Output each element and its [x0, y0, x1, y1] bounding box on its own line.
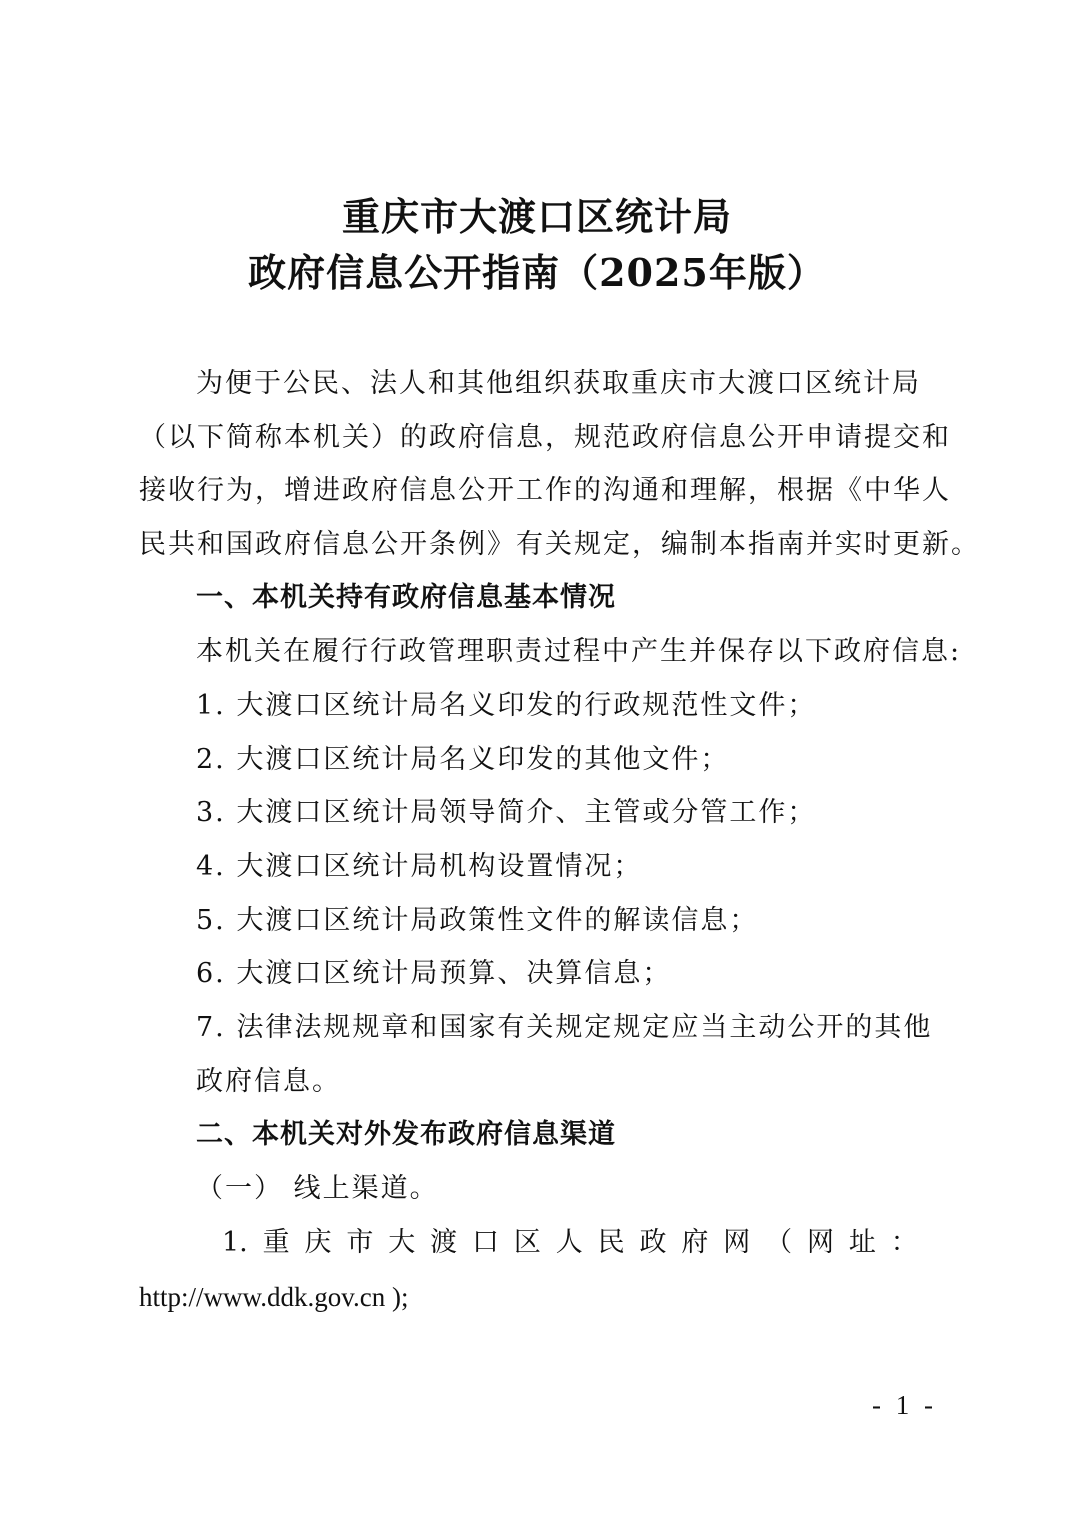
justified-char: 网: [723, 1227, 751, 1258]
justified-char: 渡: [430, 1227, 458, 1258]
intro-paragraph-line: （以下简称本机关）的政府信息，规范政府信息公开申请提交和: [139, 422, 951, 453]
justified-char: 口: [472, 1227, 500, 1258]
list-item: 3. 大渡口区统计局领导简介、主管或分管工作；: [196, 797, 817, 828]
section2-item1-line: [222, 1229, 918, 1256]
section1-lead: 本机关在履行行政管理职责过程中产生并保存以下政府信息:: [196, 636, 962, 667]
justified-char: 重: [262, 1227, 290, 1258]
justified-char: 址: [848, 1227, 876, 1258]
section2-heading: 二、本机关对外发布政府信息渠道: [196, 1119, 616, 1150]
justified-char: 区: [513, 1227, 541, 1258]
justified-char: 庆: [304, 1227, 332, 1258]
document-title-line2: 政府信息公开指南（2025年版）: [248, 250, 826, 295]
justified-char: 民: [597, 1227, 625, 1258]
justified-char: 府: [681, 1227, 709, 1258]
justified-char: 大: [388, 1227, 416, 1258]
list-item: 6. 大渡口区统计局预算、决算信息；: [196, 958, 672, 989]
list-item: 1. 大渡口区统计局名义印发的行政规范性文件；: [196, 690, 817, 721]
justified-char: 市: [346, 1227, 374, 1258]
justified-char: 1.: [222, 1227, 248, 1258]
list-item-continuation: 政府信息。: [196, 1066, 341, 1097]
list-item: 2. 大渡口区统计局名义印发的其他文件；: [196, 744, 730, 775]
intro-paragraph-line: 接收行为，增进政府信息公开工作的沟通和理解，根据《中华人: [139, 475, 951, 506]
justified-char: 网: [807, 1227, 835, 1258]
list-item: 5. 大渡口区统计局政策性文件的解读信息；: [196, 905, 759, 936]
intro-paragraph-line: 民共和国政府信息公开条例》有关规定，编制本指南并实时更新。: [139, 529, 980, 560]
list-item: 7. 法律法规规章和国家有关规定规定应当主动公开的其他: [196, 1012, 933, 1043]
section2-subheading: （一） 线上渠道。: [196, 1173, 439, 1204]
justified-char: 人: [555, 1227, 583, 1258]
website-url: http://www.ddk.gov.cn );: [139, 1282, 409, 1312]
justified-char: ：: [890, 1227, 918, 1258]
page-number: - 1 -: [872, 1390, 937, 1420]
section1-heading: 一、本机关持有政府信息基本情况: [196, 582, 616, 613]
document-title-line1: 重庆市大渡口区统计局: [341, 194, 732, 239]
justified-char: （: [765, 1227, 793, 1258]
justified-char: 政: [639, 1227, 667, 1258]
intro-paragraph-line: 为便于公民、法人和其他组织获取重庆市大渡口区统计局: [196, 368, 921, 399]
list-item: 4. 大渡口区统计局机构设置情况；: [196, 851, 643, 882]
